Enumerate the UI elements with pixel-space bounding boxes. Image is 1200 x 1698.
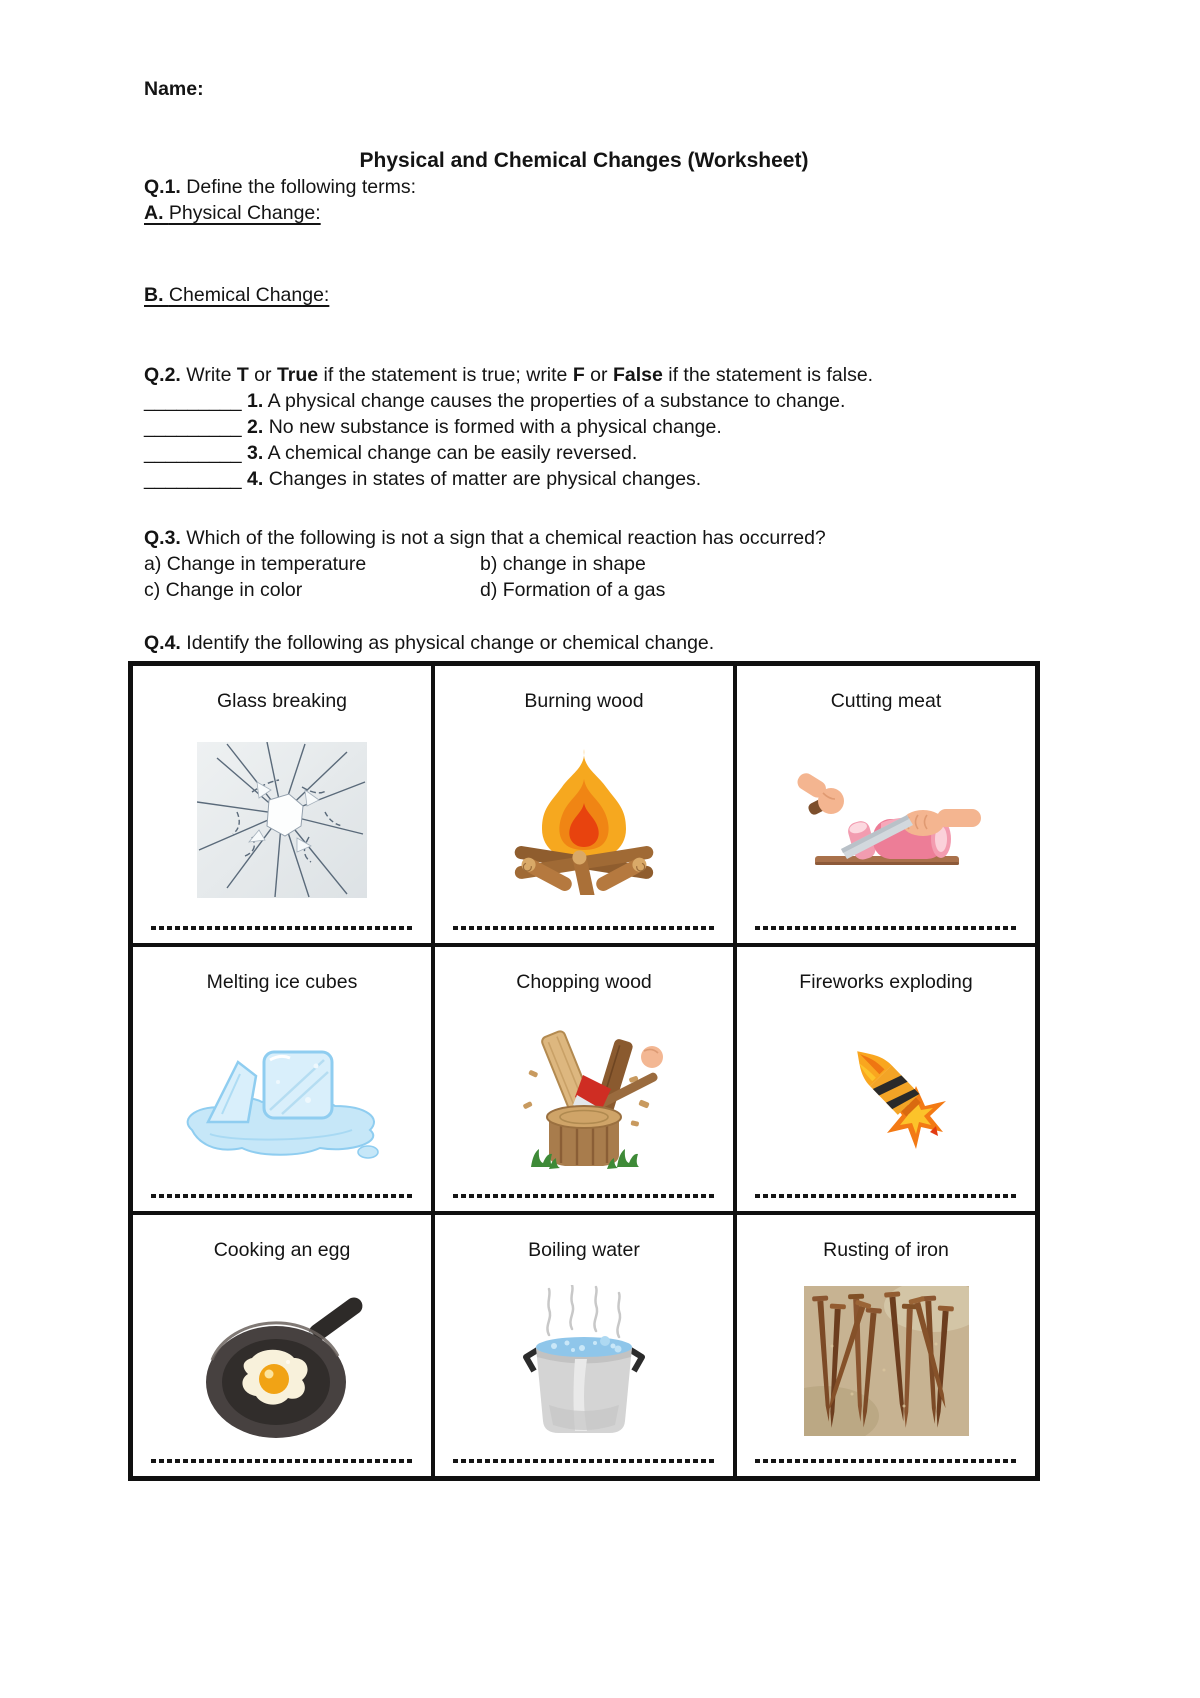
answer-dotted-line <box>453 926 715 930</box>
q1-part-a <box>144 200 1040 226</box>
q4-question <box>144 630 1040 656</box>
q4-cell-chopping-wood <box>435 947 733 1211</box>
wood-chopping-image <box>489 995 679 1194</box>
q1-text: Define the following terms: <box>186 176 417 198</box>
q3-option-c: c) Change in color <box>144 579 303 601</box>
statement-number: 2. <box>247 416 264 438</box>
cell-label: Chopping wood <box>516 971 652 993</box>
fried-egg-pan-icon <box>190 1282 375 1440</box>
q1-number: Q.1. <box>144 176 181 198</box>
q1-a-label: Physical Change: <box>168 202 321 224</box>
q1-b-label: Chemical Change: <box>168 284 330 306</box>
answer-blank: _________ <box>144 390 242 412</box>
boiling-pot-icon <box>509 1285 659 1437</box>
rusty-nails-image <box>804 1263 969 1459</box>
cell-label: Burning wood <box>524 690 644 712</box>
answer-dotted-line <box>151 1194 413 1198</box>
cell-label: Rusting of iron <box>823 1239 949 1261</box>
cell-label: Cutting meat <box>830 690 942 712</box>
firework-rocket-image <box>816 995 956 1194</box>
answer-dotted-line <box>755 1459 1017 1463</box>
name-label: Name: <box>144 78 204 100</box>
meat-cutting-icon <box>789 761 984 879</box>
statement-text: Changes in states of matter are physical changes. <box>268 468 702 490</box>
answer-dotted-line <box>755 926 1017 930</box>
answer-blank: _________ <box>144 468 242 490</box>
cell-label: Fireworks exploding <box>799 971 973 993</box>
answer-blank: _________ <box>144 416 242 438</box>
q3-number: Q.3. <box>144 527 181 549</box>
q4-cell-boiling-water <box>435 1215 733 1476</box>
statement-number: 3. <box>247 442 264 464</box>
statement-text: A physical change causes the properties of a substance to change. <box>267 390 846 412</box>
page-title: Physical and Chemical Changes (Worksheet) <box>359 149 809 172</box>
q1-question <box>144 174 1040 200</box>
boiling-pot-image <box>509 1263 659 1459</box>
answer-dotted-line <box>151 1459 413 1463</box>
q2-number: Q.2. <box>144 364 181 386</box>
q4-cell-cooking-egg <box>133 1215 431 1476</box>
answer-dotted-line <box>755 1194 1017 1198</box>
statement-text: No new substance is formed with a physical change. <box>268 416 722 438</box>
q3-question <box>144 525 1040 551</box>
q2-statement-3 <box>144 440 1040 466</box>
q4-cell-melting-ice <box>133 947 431 1211</box>
q3-text: Which of the following is not a sign that a chemical reaction has occurred? <box>186 527 826 549</box>
meat-cutting-image <box>789 714 984 926</box>
wood-chopping-icon <box>489 1017 679 1172</box>
broken-glass-icon <box>197 742 367 898</box>
q4-cell-glass-breaking <box>133 666 431 943</box>
q4-number: Q.4. <box>144 632 181 654</box>
broken-glass-image <box>197 714 367 926</box>
answer-dotted-line <box>453 1194 715 1198</box>
q4-text: Identify the following as physical change or chemical change. <box>186 632 715 654</box>
rusty-nails-icon <box>804 1286 969 1436</box>
cell-label: Melting ice cubes <box>206 971 358 993</box>
q4-cell-fireworks <box>737 947 1035 1211</box>
campfire-image <box>492 714 677 926</box>
q2-question: Q.2. Write T or True if the statement is true; write F or False if the statement is false. <box>144 364 874 386</box>
ice-cubes-image <box>170 995 395 1194</box>
fried-egg-pan-image <box>190 1263 375 1459</box>
statement-number: 1. <box>247 390 264 412</box>
q3-option-d: d) Formation of a gas <box>480 579 666 601</box>
q2-statement-4 <box>144 466 1040 492</box>
name-field-label <box>144 76 1040 102</box>
q1-part-b <box>144 282 1040 308</box>
ice-cubes-icon <box>170 1026 395 1164</box>
statement-number: 4. <box>247 468 264 490</box>
q4-cell-rusting-iron <box>737 1215 1035 1476</box>
q3-options <box>144 551 1040 603</box>
q1-a-prefix: A. <box>144 202 164 224</box>
campfire-icon <box>492 745 677 895</box>
firework-rocket-icon <box>816 1036 956 1154</box>
q3-option-b: b) change in shape <box>480 553 646 575</box>
q4-identification-table <box>128 661 1040 1481</box>
answer-dotted-line <box>151 926 413 930</box>
cell-label: Glass breaking <box>216 690 348 712</box>
worksheet-page <box>128 0 1040 1481</box>
cell-label: Cooking an egg <box>213 1239 351 1261</box>
q4-cell-burning-wood <box>435 666 733 943</box>
statement-text: A chemical change can be easily reversed. <box>267 442 638 464</box>
q2-statement-2 <box>144 414 1040 440</box>
cell-label: Boiling water <box>528 1239 640 1261</box>
q4-cell-cutting-meat <box>737 666 1035 943</box>
q3-option-a: a) Change in temperature <box>144 553 367 575</box>
q2-statement-1 <box>144 388 1040 414</box>
answer-dotted-line <box>453 1459 715 1463</box>
answer-blank: _________ <box>144 442 242 464</box>
q1-b-prefix: B. <box>144 284 164 306</box>
